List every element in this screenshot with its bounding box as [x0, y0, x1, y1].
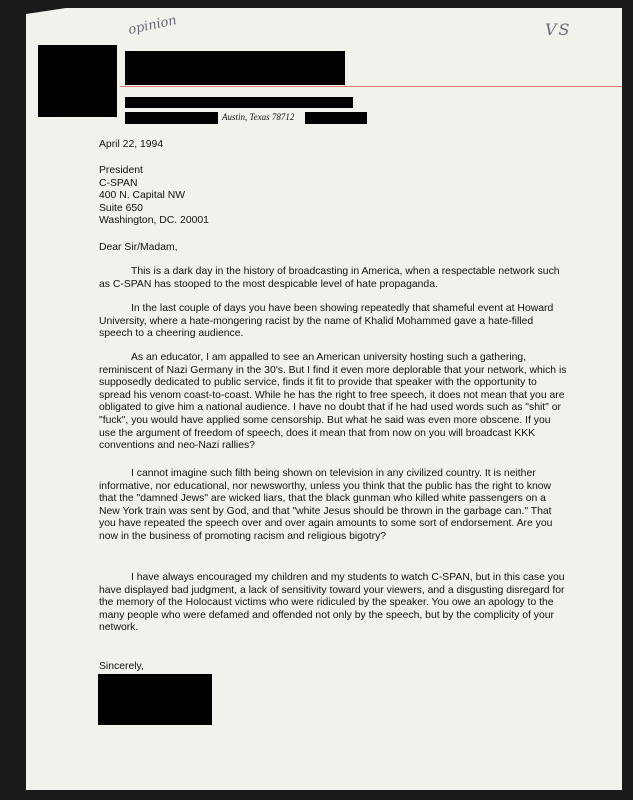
paragraph: This is a dark day in the history of broadcasting in America, when a respectable network such as C-SPAN has stooped to the most despicable level of hate propaganda.	[99, 266, 560, 290]
recipient-org: C-SPAN	[99, 177, 138, 189]
recipient-suite: Suite 650	[99, 202, 143, 214]
handwritten-note-opinion: opinion	[126, 13, 179, 38]
recipient-city: Washington, DC. 20001	[99, 215, 209, 227]
letterhead-city: Austin, Texas 78712	[222, 112, 295, 122]
redacted-letterhead-dept	[125, 97, 353, 108]
handwritten-note-vs: VS	[545, 20, 572, 39]
letterhead-rule	[120, 86, 622, 87]
redacted-letterhead-phone	[305, 112, 367, 124]
redacted-signature	[98, 674, 212, 725]
recipient-street: 400 N. Capital NW	[99, 190, 186, 202]
recipient-address	[99, 165, 569, 228]
paragraph: I cannot imagine such filth being shown on television in any civilized country. It is neither informative, nor educational, nor newsworthy, unless you think that the public has the right to know that the "damned Jews" are wicked liars, that the black gunman who killed white passengers on a New York train was sent by God, and that "white Jesus should be thrown in the garbage can." That you have repeated the speech over and over again amounts to some sort of endorsement. Are you now in the business of promoting racism and religious bigotry?	[99, 468, 553, 542]
redacted-letterhead-address	[125, 112, 218, 124]
paragraph: I have always encouraged my children and my students to watch C-SPAN, but in this case you have displayed bad judgment, a lack of sensitivity toward your viewers, and a disgusting disregard for the memory of the Holocaust victims who were ridiculed by the speaker. You owe an apology to the many people who were defamed and offended not only by the speech, but by the complicity of your network.	[99, 572, 565, 634]
letter-date: April 22, 1994	[99, 139, 164, 150]
closing: Sincerely,	[99, 661, 144, 672]
redacted-logo-block	[38, 45, 117, 117]
paragraph: In the last couple of days you have been showing repeatedly that shameful event at Howard University, where a hate-mongering racist by the name of Khalid Mohammed gave a hate-filled speech to a cheering audience.	[99, 303, 554, 340]
recipient-title: President	[99, 165, 143, 176]
salutation: Dear Sir/Madam,	[99, 242, 178, 253]
redacted-letterhead-name	[125, 51, 345, 85]
paragraph: As an educator, I am appalled to see an American university hosting such a gathering, reminiscent of Nazi Germany in the 30's. But I find it even more deplorable that your network, which is supposedly dedicated to public service, finds it fit to provide that speaker with the opportunity to spread his venom coast-to-coast. While he has the right to free speech, it does not mean that you are obligated to give him a national audience. I have no doubt that if he had used words such as "shit" or "fuck", you would have applied some censorship. But what he said was even more obscene. If you use the argument of freedom of speech, does it mean that from now on you will broadcast KKK conventions and neo-Nazi rallies?	[99, 352, 567, 452]
